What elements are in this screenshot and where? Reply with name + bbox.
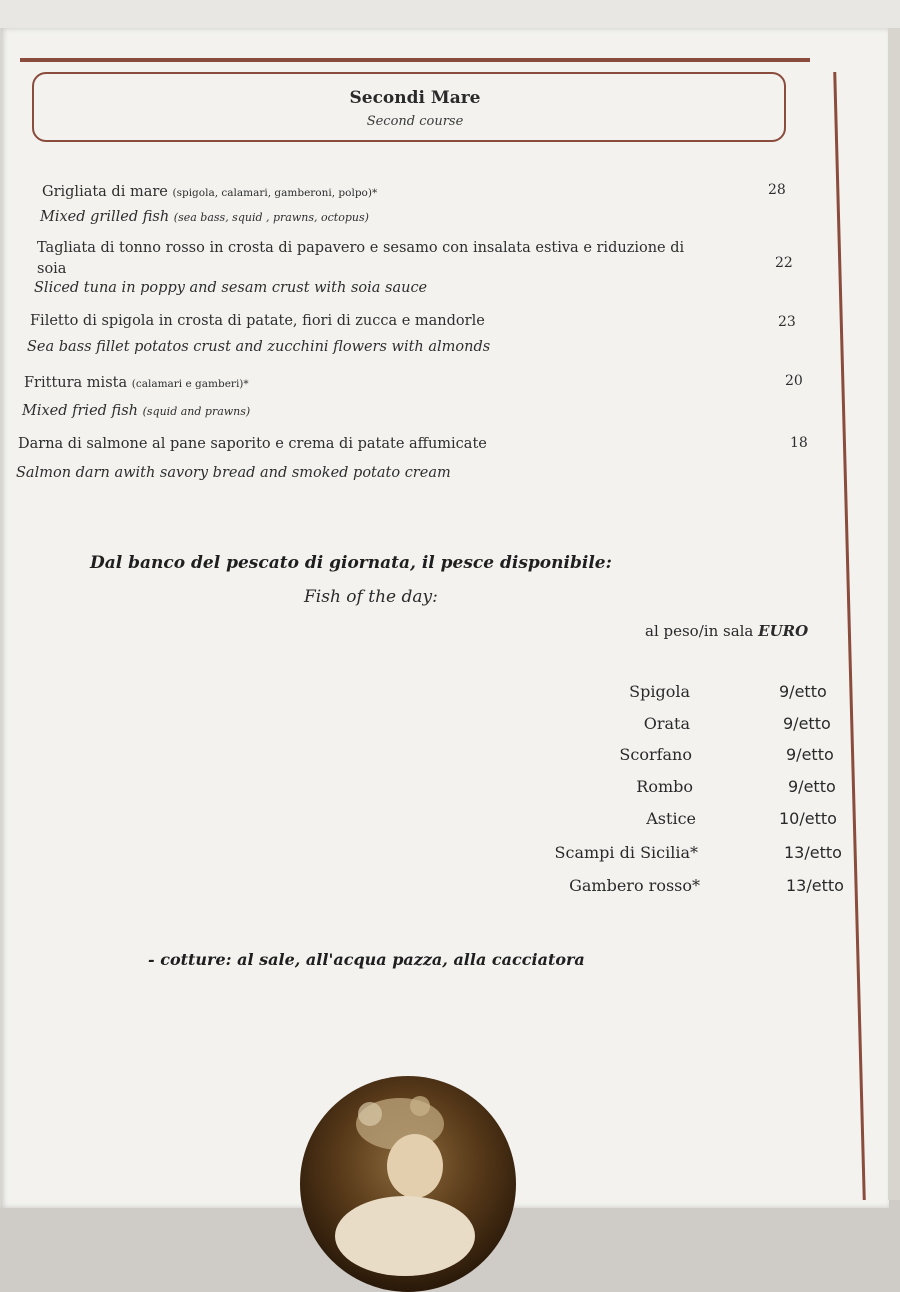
dish-name-it: Tagliata di tonno rosso in crosta di papavero e sesamo con insalata estiva e riduzione di soia [37, 240, 685, 277]
fish-price: 9/etto [786, 745, 834, 764]
price-unit-label [645, 622, 808, 640]
dish-price: 20 [785, 373, 803, 389]
fish-of-day-title: Dal banco del pescato di giornata, il pesce disponibile: [90, 553, 612, 573]
dish-name-en: Sliced tuna in poppy and sesam crust with soia sauce [34, 280, 428, 296]
fish-name: Spigola [629, 682, 690, 701]
fish-name: Scorfano [619, 745, 692, 764]
page-edge [888, 28, 900, 1200]
dish-price: 23 [778, 314, 796, 330]
dish-note: (calamari e gamberi)* [131, 378, 249, 390]
fish-price: 13/etto [786, 876, 844, 895]
cooking-methods: - cotture: al sale, all'acqua pazza, alla cacciatora [148, 950, 585, 969]
section-title: Secondi Mare [349, 88, 481, 108]
dish-price: 18 [790, 435, 808, 451]
dish-name-it [42, 184, 377, 200]
painting-image [300, 1076, 516, 1292]
dish-item [24, 375, 249, 391]
dish-name-en: Salmon darn awith savory bread and smoked potato cream [16, 465, 451, 481]
frame-top-border [20, 58, 810, 62]
dish-note: (spigola, calamari, gamberoni, polpo)* [172, 187, 378, 199]
fish-name: Orata [643, 714, 690, 733]
dish-name-en: Mixed grilled fish [40, 209, 170, 225]
dish-note-en: (sea bass, squid , prawns, octopus) [173, 211, 369, 224]
fish-price: 9/etto [788, 777, 836, 796]
painting-medallion [300, 1076, 516, 1292]
dish-price: 28 [768, 182, 786, 198]
dish-name-it: Filetto di spigola in crosta di patate, fiori di zucca e mandorle [30, 313, 485, 329]
dish-name: Grigliata di mare [42, 184, 168, 200]
fish-name: Astice [646, 809, 696, 828]
fish-price: 9/etto [783, 714, 831, 733]
fish-price: 13/etto [784, 843, 842, 862]
dish-translation [40, 209, 369, 225]
dish-note-en: (squid and prawns) [142, 405, 251, 418]
dish-name-it: Frittura mista [24, 375, 128, 391]
unit-label: al peso/in sala [645, 622, 754, 640]
fish-price: 10/etto [779, 809, 837, 828]
dish-name-en: Sea bass fillet potatos crust and zucchini flowers with almonds [27, 339, 491, 355]
background-top [0, 0, 900, 28]
fish-price: 9/etto [779, 682, 827, 701]
dish-name-en: Mixed fried fish [22, 403, 138, 419]
fish-name: Gambero rosso* [569, 876, 700, 895]
currency-label: EURO [758, 622, 809, 640]
menu-page [0, 28, 889, 1208]
dish-translation [22, 403, 250, 419]
dish-item [42, 184, 377, 200]
fish-of-day-subtitle: Fish of the day: [304, 587, 438, 607]
dish-name-it: Darna di salmone al pane saporito e crema di patate affumicate [18, 436, 487, 452]
section-subtitle: Second course [366, 114, 464, 129]
fish-name: Rombo [636, 777, 693, 796]
fish-name: Scampi di Sicilia* [554, 843, 698, 862]
dish-price: 22 [775, 255, 793, 271]
